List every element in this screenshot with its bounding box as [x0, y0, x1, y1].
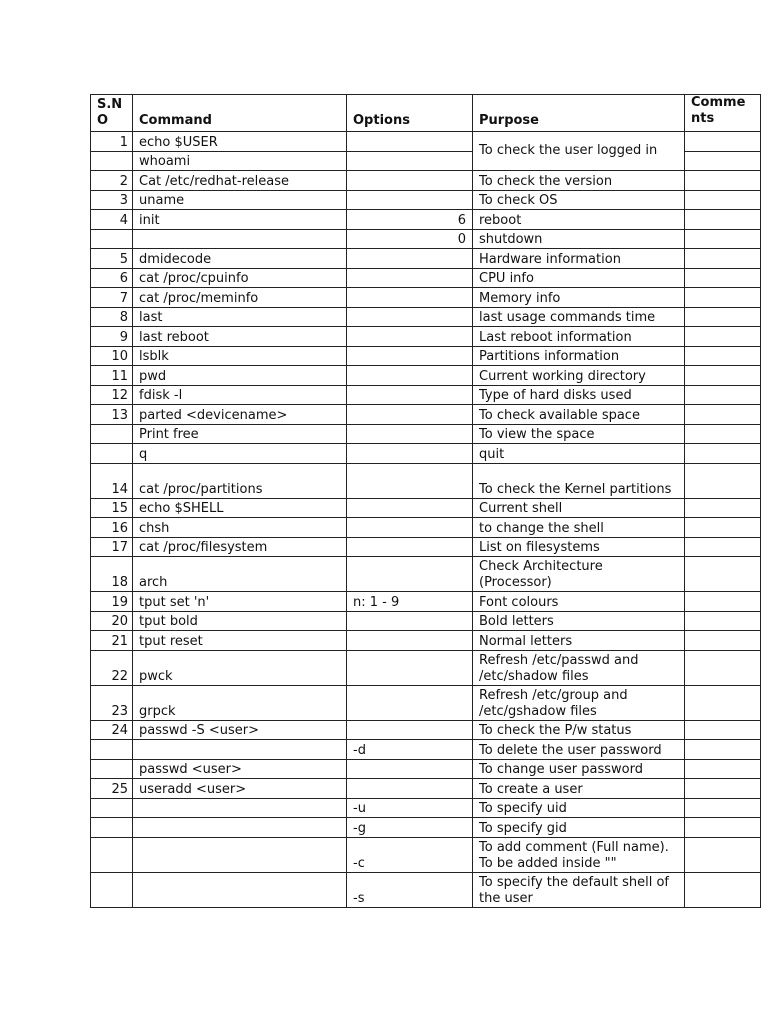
cell-options: -g [347, 818, 473, 838]
cell-purpose: To change user password [473, 759, 685, 779]
table-row [91, 385, 761, 405]
cell-sno: 3 [91, 190, 133, 210]
cell-comments [685, 685, 761, 720]
cell-sno: 17 [91, 537, 133, 557]
table-row [91, 818, 761, 838]
cell-sno [91, 798, 133, 818]
cell-options: 0 [347, 229, 473, 249]
cell-options [347, 385, 473, 405]
cell-comments [685, 229, 761, 249]
cell-command: cat /proc/meminfo [133, 288, 347, 308]
cell-comments [685, 818, 761, 838]
cell-purpose: quit [473, 444, 685, 464]
cell-comments [685, 249, 761, 269]
cell-sno: 25 [91, 779, 133, 799]
header-row [91, 95, 761, 132]
cell-comments [685, 872, 761, 907]
cell-comments [685, 307, 761, 327]
cell-command: pwck [133, 650, 347, 685]
cell-purpose: CPU info [473, 268, 685, 288]
cell-command: whoami [133, 151, 347, 171]
cell-options [347, 557, 473, 592]
table-row [91, 424, 761, 444]
cell-options [347, 631, 473, 651]
cell-command: tput reset [133, 631, 347, 651]
cell-comments [685, 779, 761, 799]
cell-options: -s [347, 872, 473, 907]
table-row [91, 229, 761, 249]
cell-command: Print free [133, 424, 347, 444]
cell-sno [91, 740, 133, 760]
table-row [91, 268, 761, 288]
cell-sno [91, 151, 133, 171]
cell-sno [91, 837, 133, 872]
header-command: Command [133, 95, 347, 132]
cell-sno: 22 [91, 650, 133, 685]
cell-sno: 12 [91, 385, 133, 405]
table-row [91, 611, 761, 631]
table-row [91, 132, 761, 152]
cell-options [347, 498, 473, 518]
cell-options [347, 611, 473, 631]
cell-purpose: Memory info [473, 288, 685, 308]
cell-purpose: Last reboot information [473, 327, 685, 347]
cell-comments [685, 740, 761, 760]
cell-options: 6 [347, 210, 473, 230]
cell-purpose: To create a user [473, 779, 685, 799]
table-row [91, 537, 761, 557]
cell-options [347, 151, 473, 171]
cell-options [347, 249, 473, 269]
cell-command [133, 229, 347, 249]
cell-purpose: shutdown [473, 229, 685, 249]
cell-options [347, 463, 473, 498]
cell-command: cat /proc/partitions [133, 463, 347, 498]
cell-purpose: Partitions information [473, 346, 685, 366]
cell-command: echo $USER [133, 132, 347, 152]
table-row [91, 872, 761, 907]
cell-comments [685, 190, 761, 210]
cell-command: init [133, 210, 347, 230]
table-row [91, 190, 761, 210]
cell-sno [91, 759, 133, 779]
cell-options: n: 1 - 9 [347, 592, 473, 612]
cell-sno: 7 [91, 288, 133, 308]
cell-comments [685, 498, 761, 518]
cell-options [347, 132, 473, 152]
cell-purpose: Normal letters [473, 631, 685, 651]
cell-comments [685, 759, 761, 779]
cell-options: -d [347, 740, 473, 760]
cell-command: chsh [133, 518, 347, 538]
cell-command: q [133, 444, 347, 464]
cell-options [347, 171, 473, 191]
cell-options [347, 288, 473, 308]
cell-command [133, 872, 347, 907]
cell-options [347, 650, 473, 685]
cell-purpose: Current shell [473, 498, 685, 518]
cell-command: last [133, 307, 347, 327]
cell-comments [685, 557, 761, 592]
table-row [91, 740, 761, 760]
cell-options [347, 518, 473, 538]
cell-command: pwd [133, 366, 347, 386]
cell-comments [685, 720, 761, 740]
cell-sno: 14 [91, 463, 133, 498]
cell-purpose: to change the shell [473, 518, 685, 538]
cell-comments [685, 611, 761, 631]
table-row [91, 288, 761, 308]
cell-options [347, 366, 473, 386]
table-row [91, 685, 761, 720]
cell-sno: 4 [91, 210, 133, 230]
cell-comments [685, 366, 761, 386]
cell-command: cat /proc/filesystem [133, 537, 347, 557]
cell-comments [685, 650, 761, 685]
cell-purpose: To delete the user password [473, 740, 685, 760]
cell-command: arch [133, 557, 347, 592]
table-row [91, 720, 761, 740]
cell-purpose: last usage commands time [473, 307, 685, 327]
cell-options [347, 424, 473, 444]
table-row [91, 463, 761, 498]
cell-sno: 24 [91, 720, 133, 740]
cell-options [347, 307, 473, 327]
cell-purpose: Type of hard disks used [473, 385, 685, 405]
table-row [91, 327, 761, 347]
cell-purpose: Check Architecture (Processor) [473, 557, 685, 592]
cell-comments [685, 327, 761, 347]
cell-command: lsblk [133, 346, 347, 366]
cell-purpose: To check the P/w status [473, 720, 685, 740]
cell-command: dmidecode [133, 249, 347, 269]
cell-sno: 19 [91, 592, 133, 612]
cell-options: -u [347, 798, 473, 818]
cell-command: grpck [133, 685, 347, 720]
table-row [91, 444, 761, 464]
header-options: Options [347, 95, 473, 132]
cell-sno [91, 872, 133, 907]
table-row [91, 171, 761, 191]
cell-options [347, 346, 473, 366]
cell-comments [685, 424, 761, 444]
table-row [91, 405, 761, 425]
cell-options: -c [347, 837, 473, 872]
header-purpose: Purpose [473, 95, 685, 132]
cell-sno: 11 [91, 366, 133, 386]
cell-command: cat /proc/cpuinfo [133, 268, 347, 288]
cell-comments [685, 171, 761, 191]
cell-options [347, 685, 473, 720]
commands-table [90, 94, 761, 908]
table-row [91, 592, 761, 612]
cell-sno [91, 444, 133, 464]
table-row [91, 210, 761, 230]
cell-sno: 5 [91, 249, 133, 269]
cell-comments [685, 132, 761, 152]
cell-sno: 6 [91, 268, 133, 288]
cell-command [133, 740, 347, 760]
cell-command: useradd <user> [133, 779, 347, 799]
cell-purpose: To check available space [473, 405, 685, 425]
cell-options [347, 779, 473, 799]
table-row [91, 346, 761, 366]
table-row [91, 779, 761, 799]
cell-comments [685, 592, 761, 612]
cell-purpose: To check the user logged in [473, 132, 685, 171]
cell-purpose: Refresh /etc/passwd and /etc/shadow files [473, 650, 685, 685]
table-row [91, 249, 761, 269]
cell-sno: 2 [91, 171, 133, 191]
cell-comments [685, 288, 761, 308]
table-row [91, 307, 761, 327]
cell-options [347, 444, 473, 464]
cell-sno: 23 [91, 685, 133, 720]
cell-purpose: To specify the default shell of the user [473, 872, 685, 907]
table-row [91, 759, 761, 779]
table-row [91, 837, 761, 872]
cell-purpose: Bold letters [473, 611, 685, 631]
cell-purpose: To specify gid [473, 818, 685, 838]
cell-command: last reboot [133, 327, 347, 347]
table-body [91, 132, 761, 908]
header-comments: Comments [685, 95, 761, 132]
cell-command: passwd <user> [133, 759, 347, 779]
cell-purpose: Refresh /etc/group and /etc/gshadow files [473, 685, 685, 720]
table-row [91, 366, 761, 386]
cell-command [133, 818, 347, 838]
cell-purpose: reboot [473, 210, 685, 230]
cell-command: uname [133, 190, 347, 210]
cell-command: parted <devicename> [133, 405, 347, 425]
cell-command: tput set 'n' [133, 592, 347, 612]
cell-comments [685, 518, 761, 538]
cell-comments [685, 385, 761, 405]
cell-comments [685, 151, 761, 171]
cell-command: Cat /etc/redhat-release [133, 171, 347, 191]
cell-options [347, 268, 473, 288]
cell-purpose: To check the Kernel partitions [473, 463, 685, 498]
cell-options [347, 759, 473, 779]
cell-purpose: To view the space [473, 424, 685, 444]
cell-sno: 10 [91, 346, 133, 366]
table-row [91, 518, 761, 538]
cell-command: passwd -S <user> [133, 720, 347, 740]
cell-sno: 16 [91, 518, 133, 538]
cell-sno [91, 424, 133, 444]
table-row [91, 650, 761, 685]
cell-sno: 18 [91, 557, 133, 592]
cell-sno: 13 [91, 405, 133, 425]
cell-comments [685, 346, 761, 366]
cell-options [347, 405, 473, 425]
cell-command [133, 837, 347, 872]
cell-options [347, 537, 473, 557]
cell-sno [91, 229, 133, 249]
cell-comments [685, 463, 761, 498]
cell-sno: 1 [91, 132, 133, 152]
cell-options [347, 327, 473, 347]
table-row [91, 557, 761, 592]
cell-purpose: To add comment (Full name). To be added inside "" [473, 837, 685, 872]
cell-comments [685, 210, 761, 230]
table-row [91, 631, 761, 651]
cell-sno: 9 [91, 327, 133, 347]
cell-sno: 8 [91, 307, 133, 327]
cell-purpose: Hardware information [473, 249, 685, 269]
cell-comments [685, 537, 761, 557]
cell-purpose: List on filesystems [473, 537, 685, 557]
cell-comments [685, 405, 761, 425]
header-sno: S.NO [91, 95, 133, 132]
cell-comments [685, 268, 761, 288]
cell-comments [685, 444, 761, 464]
cell-sno: 15 [91, 498, 133, 518]
cell-comments [685, 631, 761, 651]
cell-command: tput bold [133, 611, 347, 631]
cell-purpose: To specify uid [473, 798, 685, 818]
cell-sno: 20 [91, 611, 133, 631]
cell-purpose: To check the version [473, 171, 685, 191]
table-row [91, 498, 761, 518]
cell-purpose: To check OS [473, 190, 685, 210]
cell-comments [685, 798, 761, 818]
cell-purpose: Font colours [473, 592, 685, 612]
cell-options [347, 190, 473, 210]
cell-purpose: Current working directory [473, 366, 685, 386]
cell-sno [91, 818, 133, 838]
cell-comments [685, 837, 761, 872]
cell-options [347, 720, 473, 740]
cell-command [133, 798, 347, 818]
cell-sno: 21 [91, 631, 133, 651]
cell-command: echo $SHELL [133, 498, 347, 518]
table-row [91, 798, 761, 818]
cell-command: fdisk -l [133, 385, 347, 405]
